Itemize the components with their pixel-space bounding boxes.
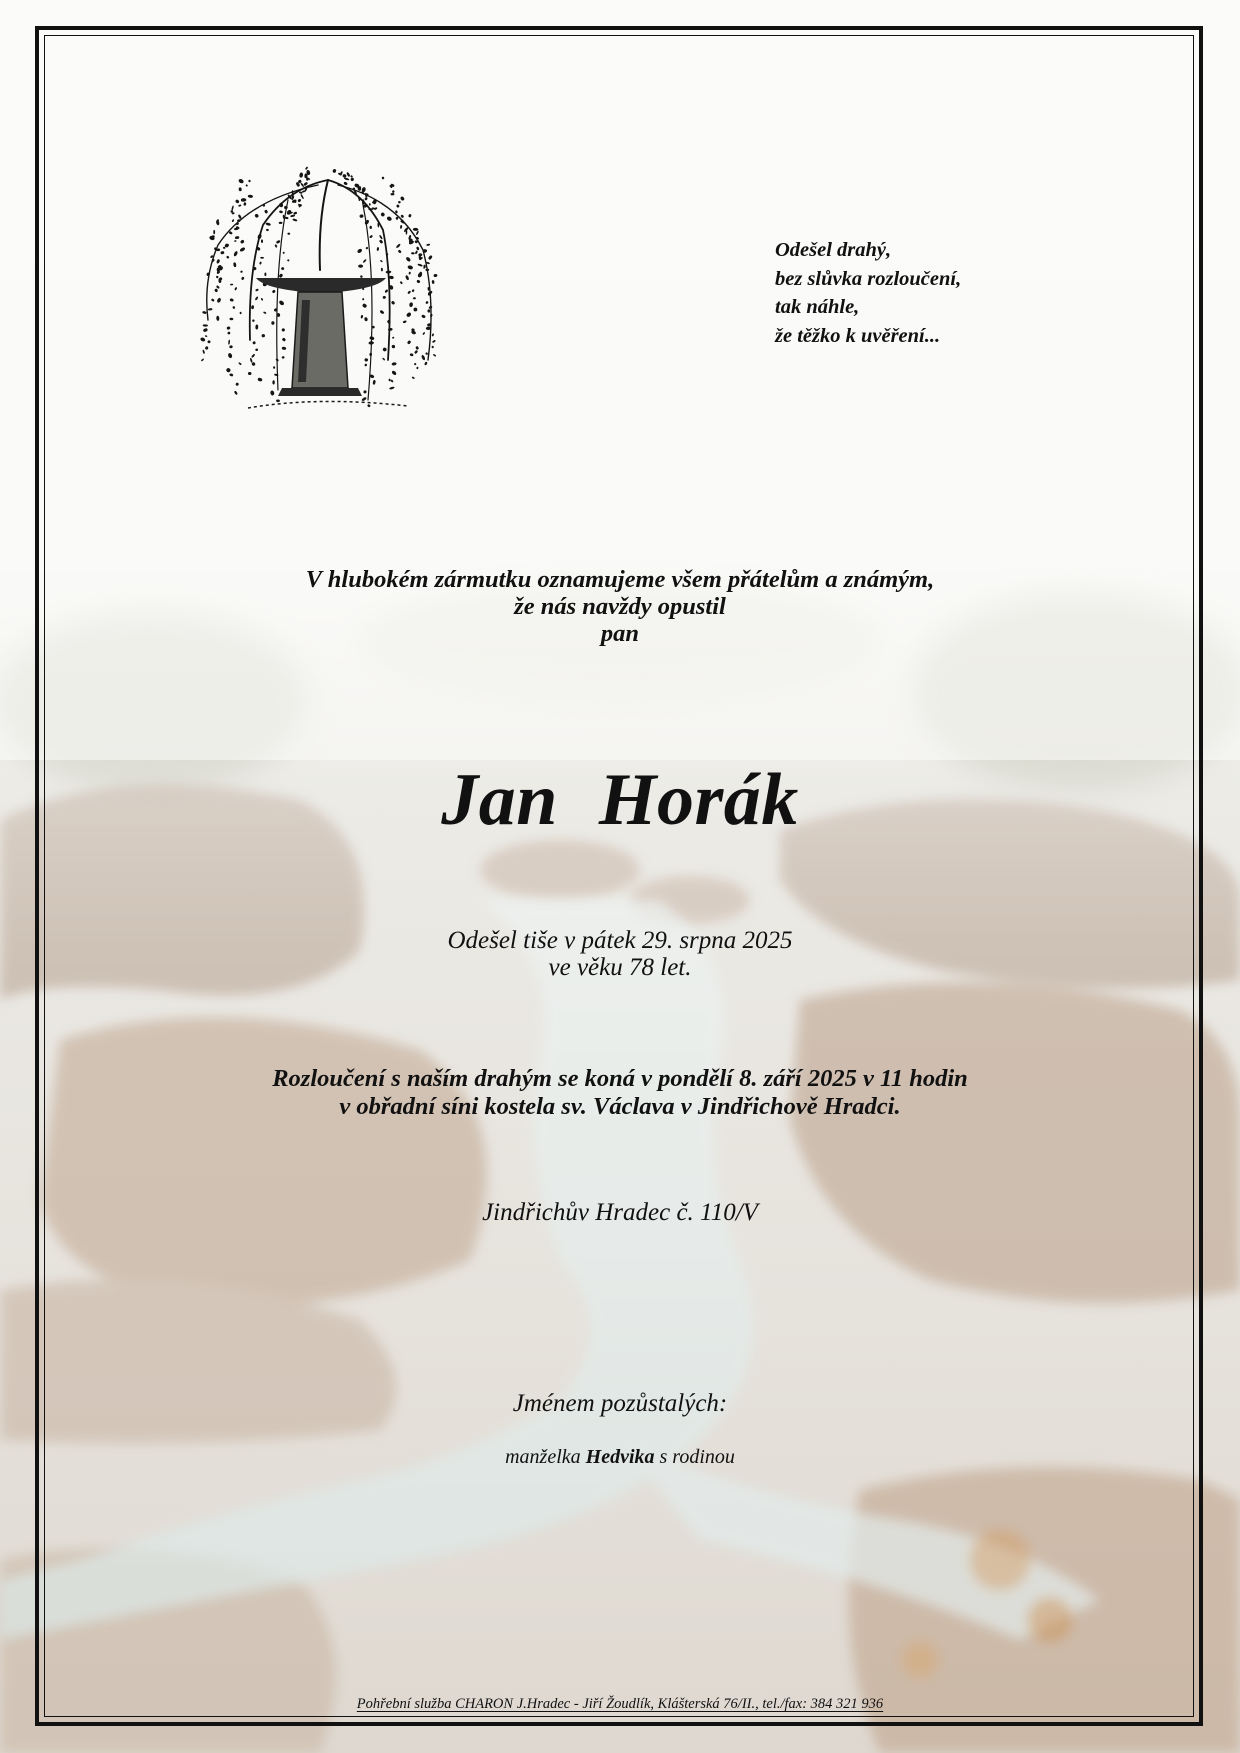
death-info xyxy=(0,927,1240,981)
deceased-name xyxy=(0,755,1240,845)
survivors-name: Hedvika xyxy=(585,1446,655,1468)
poem-line: Odešel drahý, xyxy=(775,239,892,261)
announcement-line: pan xyxy=(600,620,640,647)
poem-line: že těžko k uvěření... xyxy=(775,324,941,347)
footer xyxy=(0,1695,1240,1713)
funeral-service-info: Pohřební služba CHARON J.Hradec - Jiří Žoudlík, Klášterská 76/II., tel./fax: 384 321 936 xyxy=(356,1696,884,1712)
survivors-heading: Jménem pozůstalých: xyxy=(512,1390,728,1417)
poem-line: bez slůvka rozloučení, xyxy=(775,267,962,290)
death-info-line: ve věku 78 let. xyxy=(548,954,692,981)
death-info-line: Odešel tiše v pátek 29. srpna 2025 xyxy=(447,927,793,954)
first-name: Jan xyxy=(441,759,558,841)
address: Jindřichův Hradec č. 110/V xyxy=(482,1199,758,1226)
poem xyxy=(775,236,1075,350)
last-name: Horák xyxy=(598,759,799,841)
survivors-suffix: s rodinou xyxy=(659,1446,735,1468)
survivors-line xyxy=(0,1445,1240,1469)
announcement-line: V hlubokém zármutku oznamujeme všem přátelům a známým, xyxy=(305,566,935,593)
farewell-line: v obřadní síni kostela sv. Václava v Jindřichově Hradci. xyxy=(339,1093,901,1120)
announcement-line: že nás navždy opustil xyxy=(514,593,726,620)
willow-urn-icon xyxy=(178,160,460,435)
farewell-line: Rozloučení s naším drahým se koná v pondělí 8. září 2025 v 11 hodin xyxy=(272,1065,968,1092)
poem-line: tak náhle, xyxy=(775,296,860,318)
survivors-prefix: manželka xyxy=(505,1446,581,1468)
announcement xyxy=(0,566,1240,647)
farewell-info xyxy=(0,1065,1240,1121)
